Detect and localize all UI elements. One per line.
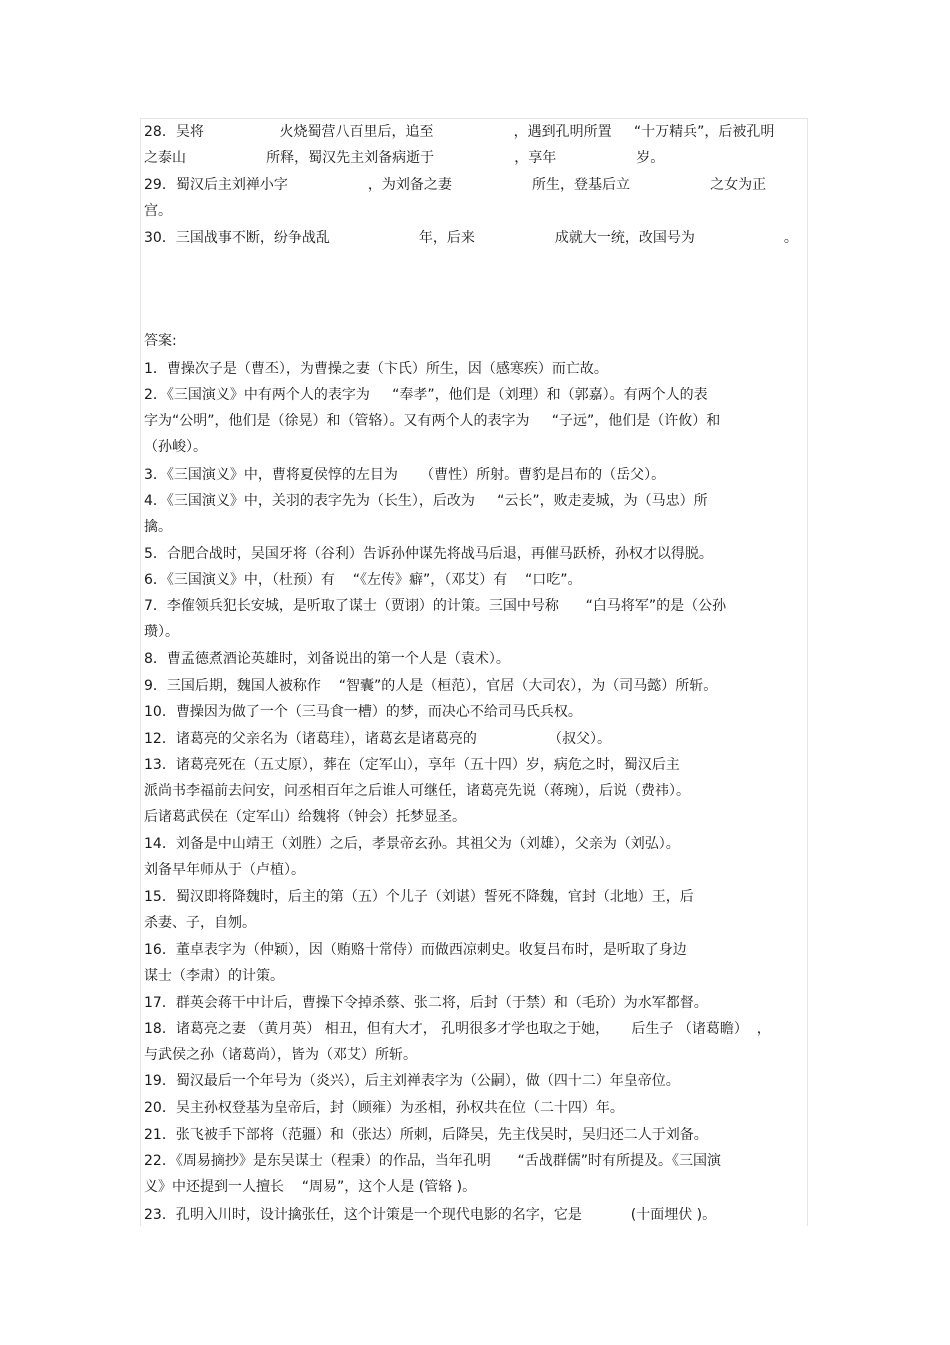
- answer-line: 21．张飞被手下部将（范疆）和（张达）所刺，后降吴，先主伐吴时，吴归还二人于刘备。: [144, 1127, 708, 1143]
- answer-line: 1．曹操次子是（曹丕），为曹操之妻（卞氏）所生，因（感寒疾）而亡故。: [144, 361, 608, 377]
- answer-line: 4．《三国演义》中，关羽的表字先为（长生），后改为 “云长”，败走麦城，为（马忠）所: [144, 493, 708, 509]
- answer-line: 2．《三国演义》中有两个人的表字为 “奉孝”，他们是（刘理）和（郭嘉）。有两个人的表: [144, 387, 708, 403]
- answer-line: 18．诸葛亮之妻 （黄月英） 相丑，但有大才， 孔明很多才学也取之于她， 后生子 （诸葛瞻） ，: [144, 1021, 771, 1037]
- answer-line: 22．《周易摘抄》是东吴谋士（程秉）的作品，当年孔明 “舌战群儒”时有所提及。《三国演: [144, 1153, 722, 1169]
- answer-line: 10．曹操因为做了一个（三马食一槽）的梦，而决心不给司马氏兵权。: [144, 704, 582, 720]
- answer-line: 13．诸葛亮死在（五丈原），葬在（定军山），享年（五十四）岁，病危之时，蜀汉后主: [144, 757, 680, 773]
- answer-line: 15．蜀汉即将降魏时，后主的第（五）个儿子（刘谌）誓死不降魏，官封（北地）王，后: [144, 889, 694, 905]
- answers-heading: 答案:: [144, 333, 177, 349]
- page-border-top: [140, 118, 808, 119]
- answer-line: 派尚书李福前去问安，问丞相百年之后谁人可继任，诸葛亮先说（蒋琬），后说（费祎）。: [144, 783, 690, 799]
- answer-line: 9．三国后期，魏国人被称作 “智囊”的人是（桓范），官居（大司农），为（司马懿）所斩。: [144, 678, 718, 694]
- answer-line: 7．李傕领兵犯长安城，是听取了谋士（贾诩）的计策。三国中号称 “白马将军”的是（公孙: [144, 598, 727, 614]
- answer-line: 8．曹孟德煮酒论英雄时，刘备说出的第一个人是（袁术）。: [144, 651, 510, 667]
- question-28-line-2: 之泰山 所释，蜀汉先主刘备病逝于 ，享年 岁。: [144, 150, 665, 166]
- question-29-line-1: 29．蜀汉后主刘禅小字 ，为刘备之妻 所生，登基后立 之女为正: [144, 177, 767, 193]
- question-28-line-1: 28．吴将 火烧蜀营八百里后，追至 ，遇到孔明所置 “十万精兵”，后被孔明: [144, 124, 775, 140]
- answer-line: 20．吴主孙权登基为皇帝后，封（顾雍）为丞相，孙权共在位（二十四）年。: [144, 1100, 624, 1116]
- answer-line: 后诸葛武侯在（定军山）给魏将（钟会）托梦显圣。: [144, 809, 466, 825]
- answer-line: 瓒）。: [144, 624, 179, 640]
- answer-line: 与武侯之孙（诸葛尚），皆为（邓艾）所斩。: [144, 1047, 417, 1063]
- answer-line: 义》中还提到一人擅长 “周易”，这个人是 (管辂 )。: [144, 1179, 477, 1195]
- answer-line: （孙峻）。: [144, 439, 207, 455]
- answer-line: 23．孔明入川时，设计擒张任，这个计策是一个现代电影的名字，它是 (十面埋伏 )。: [144, 1207, 717, 1223]
- answer-line: 谋士（李肃）的计策。: [144, 968, 284, 984]
- page-border-left: [140, 118, 141, 1226]
- answer-line: 杀妻、子，自刎。: [144, 915, 256, 931]
- question-29-line-2: 宫。: [144, 203, 172, 219]
- answer-line: 刘备早年师从于（卢植）。: [144, 862, 305, 878]
- answer-line: 19．蜀汉最后一个年号为（炎兴），后主刘禅表字为（公嗣），做（四十二）年皇帝位。: [144, 1073, 680, 1089]
- answer-line: 6．《三国演义》中，（杜预）有 “《左传》癖”，（邓艾）有 “口吃”。: [144, 572, 582, 588]
- answer-line: 16．董卓表字为（仲颖），因（贿赂十常侍）而做西凉刺史。收复吕布时，是听取了身边: [144, 942, 687, 958]
- answer-line: 擒。: [144, 519, 172, 535]
- answer-line: 17．群英会蒋干中计后，曹操下令掉杀蔡、张二将，后封（于禁）和（毛玠）为水军都督。: [144, 995, 708, 1011]
- page-border-right: [807, 118, 808, 1226]
- answer-line: 12．诸葛亮的父亲名为（诸葛珪），诸葛玄是诸葛亮的 （叔父）。: [144, 731, 612, 747]
- answer-line: 5．合肥合战时，吴国牙将（谷利）告诉孙仲谋先将战马后退，再催马跃桥，孙权才以得脱。: [144, 546, 713, 562]
- answer-line: 字为“公明”，他们是（徐晃）和（管辂）。又有两个人的表字为 “子远”，他们是（许攸）和: [144, 413, 721, 429]
- question-30: 30．三国战事不断，纷争战乱 年，后来 成就大一统，改国号为 。: [144, 230, 798, 246]
- answer-line: 14．刘备是中山靖王（刘胜）之后，孝景帝玄孙。其祖父为（刘雄），父亲为（刘弘）。: [144, 836, 680, 852]
- answer-line: 3．《三国演义》中，曹将夏侯惇的左目为 （曹性）所射。曹豹是吕布的（岳父）。: [144, 467, 666, 483]
